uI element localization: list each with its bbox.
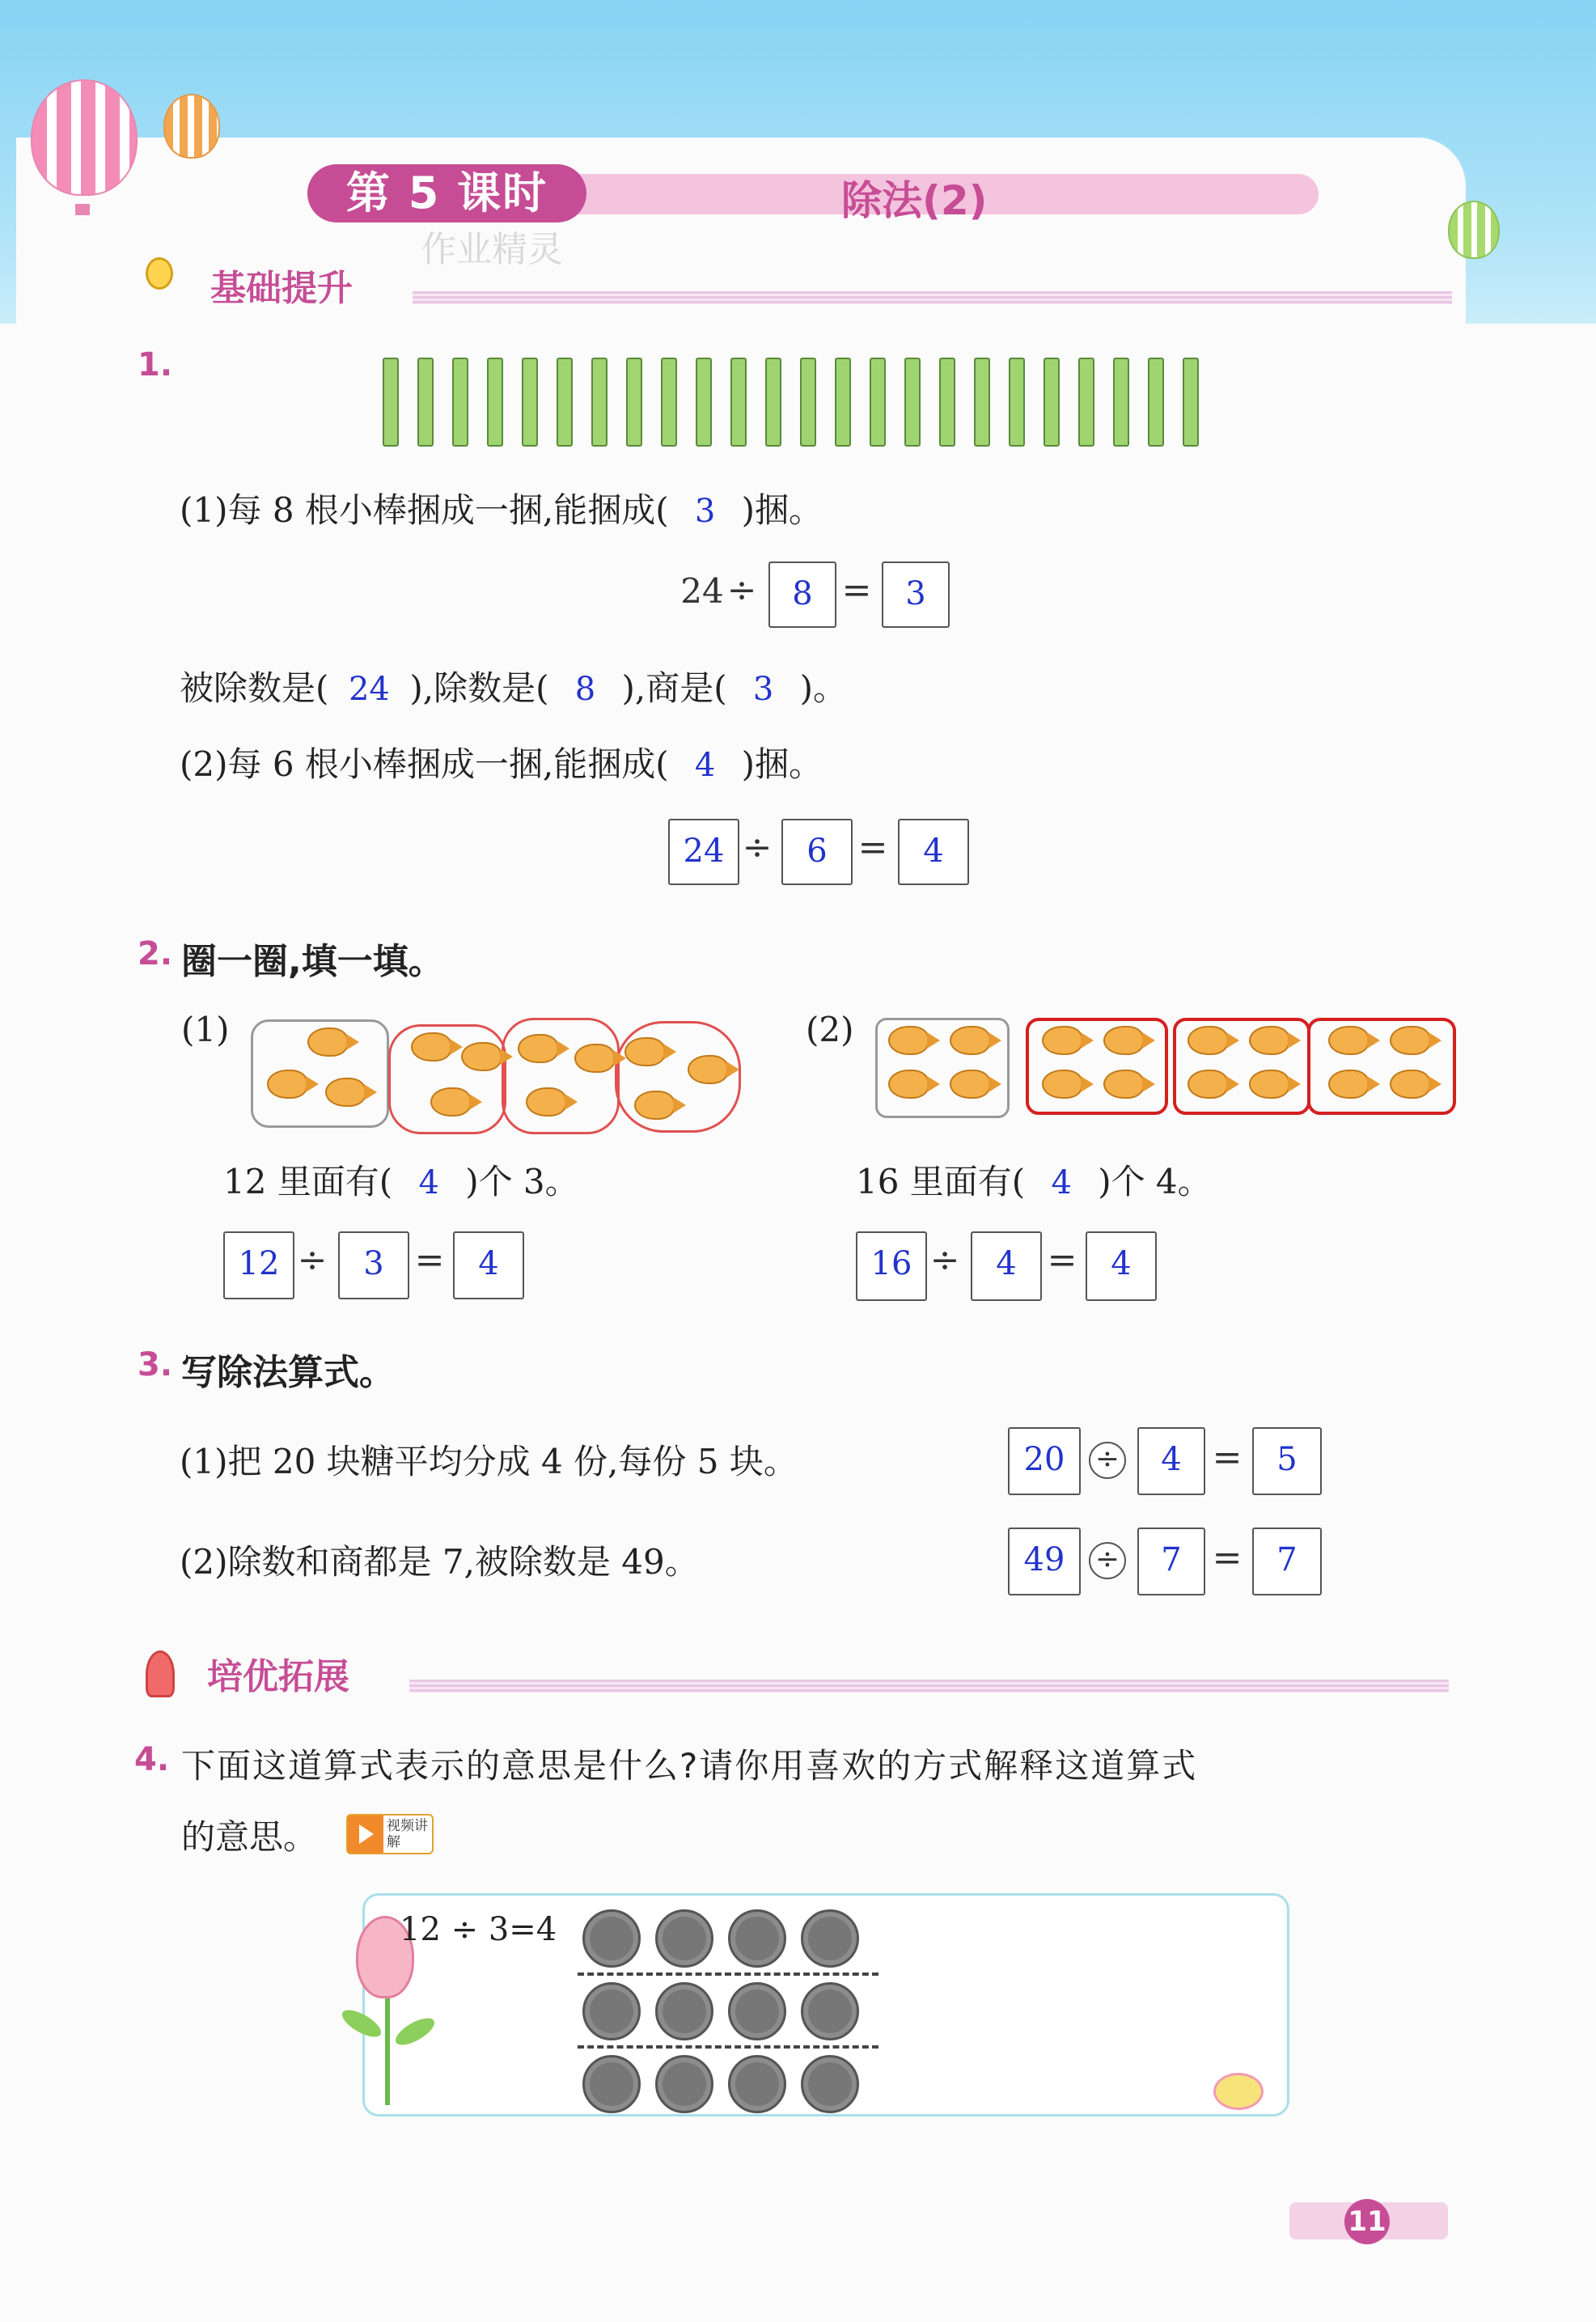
q4-text-line1: 下面这道算式表示的意思是什么?请你用喜欢的方式解释这道算式 [181,1746,1198,1786]
q1-divisor-answer: 8 [574,671,596,708]
stick [452,358,468,447]
q2-eq1-equals-sign: = [414,1239,445,1281]
flower-icon [1213,2073,1264,2110]
q3-eq1-divide-circle: ÷ [1089,1442,1126,1479]
counter-dot [655,1982,713,2040]
q1-eq2-dividend-box: 24 [668,819,739,885]
counter-dot [801,1909,859,1968]
counter-dot [728,2055,786,2113]
stick [487,358,503,447]
q2-title: 圈一圈,填一填。 [181,941,444,982]
q1-eq1-divisor-box: 8 [768,561,836,628]
q1-part1-text-a: (1)每 8 根小棒捆成一捆,能捆成( [180,490,669,530]
q3-eq2-quotient-box: 7 [1252,1528,1322,1595]
fish [574,1044,615,1073]
section-divider-basic [413,291,1452,304]
q2-part2-label: (2) [806,1010,854,1049]
section-divider-advanced [409,1680,1449,1693]
question-number-3: 3. [138,1346,173,1383]
q1-quotient-answer: 3 [752,671,774,708]
counter-dot [582,1909,641,1968]
question-number-4: 4. [134,1741,170,1778]
stick [1044,358,1060,447]
q4-text-line2: 的意思。 [181,1817,318,1857]
video-badge-label: 视频讲解 [387,1818,428,1850]
fish [1103,1026,1144,1055]
stick [765,358,781,447]
q3-eq2-divide-circle: ÷ [1089,1542,1126,1579]
section-heading-basic [210,259,353,311]
q3-part2-text: (2)除数和商都是 7,被除数是 49。 [180,1542,699,1582]
q1-eq2-divisor-box: 6 [781,819,853,885]
q3-eq1-dividend-box: 20 [1008,1427,1081,1495]
q2-part2-line [856,1155,1212,1204]
stick [800,358,816,447]
balloon-basket [75,204,90,215]
question-number-1: 1. [138,346,173,383]
q3-eq1-equals-sign: = [1212,1437,1243,1478]
stick [870,358,886,447]
fish [1390,1070,1430,1099]
q2-eq1-dividend-box: 12 [223,1231,294,1299]
fish-set-2 [870,1016,1453,1117]
fish [1042,1070,1082,1099]
fish [1328,1070,1369,1099]
page-number [1344,2199,1390,2244]
fish [1249,1026,1289,1055]
fish [526,1087,566,1117]
counter-dot [801,1982,859,2040]
q1-part2-answer: 4 [694,747,716,784]
fish [634,1091,675,1120]
fish [1187,1070,1228,1099]
q2-eq1-divide-sign: ÷ [297,1239,328,1281]
stick [730,358,747,447]
stick [835,358,851,447]
q2-eq2-quotient-box: 4 [1086,1231,1157,1301]
q1-part1-line [180,484,823,532]
lesson-label: 第 5 课时 [307,164,586,222]
fish [518,1034,558,1063]
q2-part2-text-a: 16 里面有( [856,1162,1026,1201]
rocket-icon [146,1650,175,1697]
fish-set-1 [251,1010,744,1131]
section-heading-basic-text: 基础提升 [210,268,353,309]
counter-dot [582,1982,641,2040]
q3-eq2-equals-sign: = [1212,1537,1243,1578]
q1-names-text-d: )。 [799,668,848,708]
q3-eq1-quotient-box: 5 [1252,1427,1322,1495]
q2-eq2-equals-sign: = [1047,1239,1077,1281]
fish [1103,1070,1144,1099]
fish [950,1070,990,1099]
fish [688,1055,728,1084]
stick [383,358,399,447]
q1-part1-text-b: )捆。 [741,490,823,530]
q4-equation: 12 ÷ 3=4 [400,1911,557,1948]
stick [904,358,921,447]
q1-eq1-quotient-box: 3 [882,561,950,628]
fish [1187,1026,1228,1055]
q2-part2-text-b: )个 4。 [1098,1162,1212,1201]
stick [1078,358,1094,447]
dashed-separator [578,1972,878,1976]
sticks-row [383,356,1208,447]
hot-air-balloon-orange [163,94,220,159]
q2-eq1-divisor-box: 3 [338,1231,409,1299]
q2-eq2-divide-sign: ÷ [929,1239,960,1281]
q1-eq1-divide-sign: ÷ [726,570,757,611]
tulip-stem [385,1984,390,2105]
counter-dot [582,2055,641,2113]
fish [411,1032,451,1061]
fish [950,1026,990,1055]
stick [939,358,955,447]
q1-names-text-a: 被除数是( [180,668,329,708]
fish [1328,1026,1369,1055]
stick [626,358,642,447]
stick [1009,358,1025,447]
fish [267,1070,307,1099]
fish [325,1078,366,1107]
counter-dot [655,1909,713,1968]
counter-dot [655,2055,713,2113]
hot-air-balloon-green [1448,201,1500,259]
q3-part1-text: (1)把 20 块糖平均分成 4 份,每份 5 块。 [180,1442,798,1481]
q2-eq2-divisor-box: 4 [971,1231,1042,1301]
fish [307,1028,348,1057]
stick [591,358,607,447]
watermark: 作业精灵 [421,229,563,270]
play-triangle [359,1824,374,1844]
video-badge[interactable] [346,1814,434,1854]
q2-eq1-quotient-box: 4 [453,1231,524,1299]
stick [557,358,573,447]
q2-part1-text-b: )个 3。 [465,1162,579,1201]
stick [1183,358,1199,447]
q2-part1-label: (1) [181,1010,230,1049]
stick [974,358,990,447]
q3-eq1-divisor-box: 4 [1137,1427,1205,1495]
q1-eq2-equals-sign: = [857,827,888,868]
q1-eq1-equals-sign: = [841,570,872,611]
counter-dot [728,1982,786,2040]
stick [661,358,677,447]
q1-part1-answer: 3 [694,493,716,530]
q2-part2-answer: 4 [1051,1164,1072,1201]
dot-grid [582,1909,890,2104]
fish [888,1070,929,1099]
dashed-separator [578,2045,878,2049]
q1-names-text-c: ),商是( [621,668,727,708]
q1-eq2-quotient-box: 4 [898,819,969,885]
section-heading-advanced [207,1647,349,1699]
hot-air-balloon-pink [31,79,138,196]
q1-names-line [180,662,847,710]
stick [1148,358,1164,447]
stick [696,358,712,447]
fish [461,1042,502,1071]
fish [624,1037,665,1066]
section-heading-advanced-text: 培优拓展 [207,1656,349,1697]
page-number-text: 11 [1348,2205,1386,2238]
q1-part2-line [180,738,823,786]
stick [522,358,538,447]
q1-part2-text-a: (2)每 6 根小棒捆成一捆,能捆成( [180,744,669,784]
q1-names-text-b: ),除数是( [409,668,549,708]
counter-dot [801,2055,859,2113]
fish [430,1087,471,1117]
q2-part1-text-a: 12 里面有( [223,1162,393,1201]
q3-eq2-divisor-box: 7 [1137,1528,1205,1595]
q3-title: 写除法算式。 [181,1352,395,1393]
question-number-2: 2. [138,935,173,972]
stick [417,358,434,447]
q1-dividend-answer: 24 [348,671,390,708]
fish [888,1026,929,1055]
q2-part1-line [223,1155,579,1204]
lightbulb-icon [146,257,173,290]
stick [1113,358,1129,447]
fish [1042,1026,1082,1055]
fish [1390,1026,1430,1055]
q1-eq1-dividend: 24 [680,571,724,611]
counter-dot [728,1909,786,1968]
q1-eq2-divide-sign: ÷ [742,827,773,868]
fish [1249,1070,1289,1099]
lesson-title: 除法(2) [841,177,988,224]
q2-part1-answer: 4 [418,1164,439,1201]
q3-eq2-dividend-box: 49 [1008,1528,1081,1595]
q1-part2-text-b: )捆。 [741,744,823,784]
q2-eq2-dividend-box: 16 [856,1231,927,1301]
